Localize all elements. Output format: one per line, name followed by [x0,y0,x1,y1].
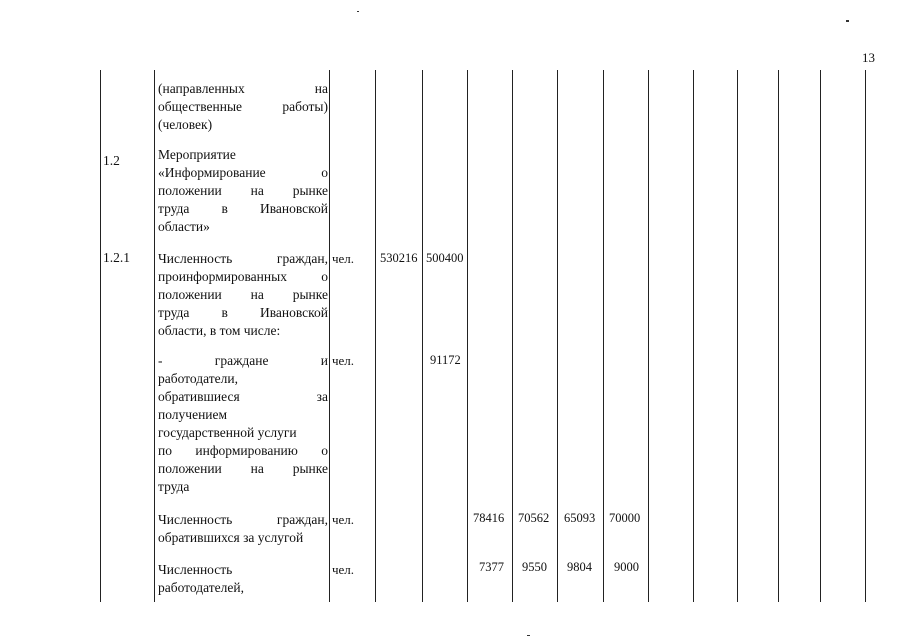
table-row-desc: Численность граждан, проинформированных о положении на рынке труда в Ивановской области, в том числе: [158,251,328,338]
scan-dot-top [357,11,359,12]
table-cell-value: 9000 [614,560,639,574]
table-row-desc: Численность работодателей, [158,562,244,595]
table-cell-value: 9550 [522,560,547,574]
table-row-code: 1.2.1 [103,250,130,265]
table-row-desc: Численность граждан, обратившихся за услугой [158,512,328,545]
table-row-unit: чел. [332,353,355,368]
table-cell-value: 70562 [518,511,550,525]
page-number: 13 [862,50,875,65]
table-cell-value: 91172 [430,353,461,367]
table-row-desc: Мероприятие «Информирование о положении на рынке труда в Ивановской области» [158,147,328,234]
table-cell-value: 78416 [473,511,505,525]
table-row-code: 1.2 [103,153,120,168]
scan-dot-bottom [527,635,530,636]
table-row-unit: чел. [332,562,355,577]
table-row-desc: - граждане и работодатели, обратившиеся за получением государственной услуги по информированию о положении на рынке труда [158,353,328,494]
table-cell-value: 7377 [479,560,504,574]
table-cell-value: 500400 [426,251,464,265]
table-cell-value: 530216 [380,251,418,265]
table-cell-value: 9804 [567,560,592,574]
table-cell-value: 65093 [564,511,596,525]
scan-dot-right [846,20,849,22]
table-row-unit: чел. [332,512,355,527]
table-row-desc: (направленных на общественные работы) (человек) [158,81,328,132]
table-cell-value: 70000 [609,511,641,525]
table-row-unit: чел. [332,251,355,266]
